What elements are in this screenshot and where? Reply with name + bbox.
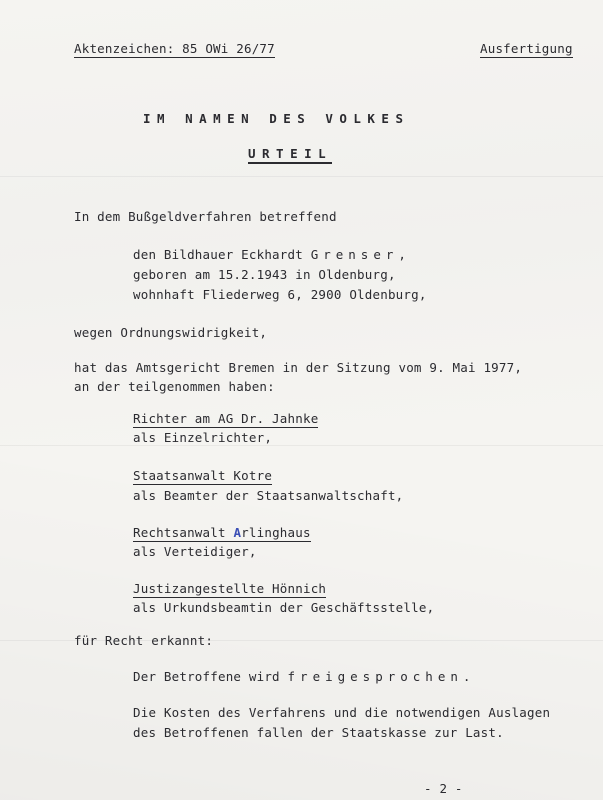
participant-defense bbox=[133, 526, 311, 542]
file-reference: Aktenzeichen: 85 OWi 26/77 bbox=[74, 41, 275, 56]
accused-prefix: den Bildhauer Eckhardt bbox=[133, 247, 311, 262]
paper-fold bbox=[0, 445, 603, 446]
verdict-word: freigesprochen bbox=[287, 669, 463, 684]
document-title: URTEIL bbox=[248, 147, 332, 164]
handwritten-correction: A bbox=[233, 525, 242, 540]
participant-clerk-role: als Urkundsbeamtin der Geschäftsstelle, bbox=[133, 600, 435, 615]
verdict-suffix: . bbox=[462, 669, 471, 684]
session-line-1: hat das Amtsgericht Bremen in der Sitzung vom 9. Mai 1977, bbox=[74, 360, 523, 375]
offense-text: wegen Ordnungswidrigkeit, bbox=[74, 325, 268, 340]
costs-line-2: des Betroffenen fallen der Staatskasse zur Last. bbox=[133, 725, 504, 740]
participant-clerk: Justizangestellte Hönnich bbox=[133, 581, 327, 596]
intro-text: In dem Bußgeldverfahren betreffend bbox=[74, 209, 337, 224]
paper-fold bbox=[0, 176, 603, 177]
participant-prosecutor: Staatsanwalt Kotre bbox=[133, 468, 273, 483]
accused-line-1 bbox=[133, 248, 406, 262]
judgment-intro: für Recht erkannt: bbox=[74, 633, 214, 648]
page-number: - 2 - bbox=[424, 781, 463, 796]
title-line-1: IM NAMEN DES VOLKES bbox=[143, 111, 410, 126]
accused-address: wohnhaft Fliederweg 6, 2900 Oldenburg, bbox=[133, 287, 427, 302]
participant-judge-role: als Einzelrichter, bbox=[133, 430, 273, 445]
verdict-line bbox=[133, 670, 471, 684]
defense-prefix: Rechtsanwalt bbox=[133, 525, 234, 540]
verdict-prefix: Der Betroffene wird bbox=[133, 669, 288, 684]
costs-line-1: Die Kosten des Verfahrens und die notwendigen Auslagen bbox=[133, 705, 551, 720]
participant-judge: Richter am AG Dr. Jahnke bbox=[133, 411, 319, 426]
accused-name: Grenser bbox=[310, 247, 399, 262]
copy-label: Ausfertigung bbox=[480, 41, 573, 56]
participant-defense-role: als Verteidiger, bbox=[133, 544, 257, 559]
accused-suffix: , bbox=[398, 247, 407, 262]
accused-birth: geboren am 15.2.1943 in Oldenburg, bbox=[133, 267, 396, 282]
defense-name-rest: rlinghaus bbox=[241, 525, 311, 540]
participant-prosecutor-role: als Beamter der Staatsanwaltschaft, bbox=[133, 488, 404, 503]
session-line-2: an der teilgenommen haben: bbox=[74, 379, 275, 394]
